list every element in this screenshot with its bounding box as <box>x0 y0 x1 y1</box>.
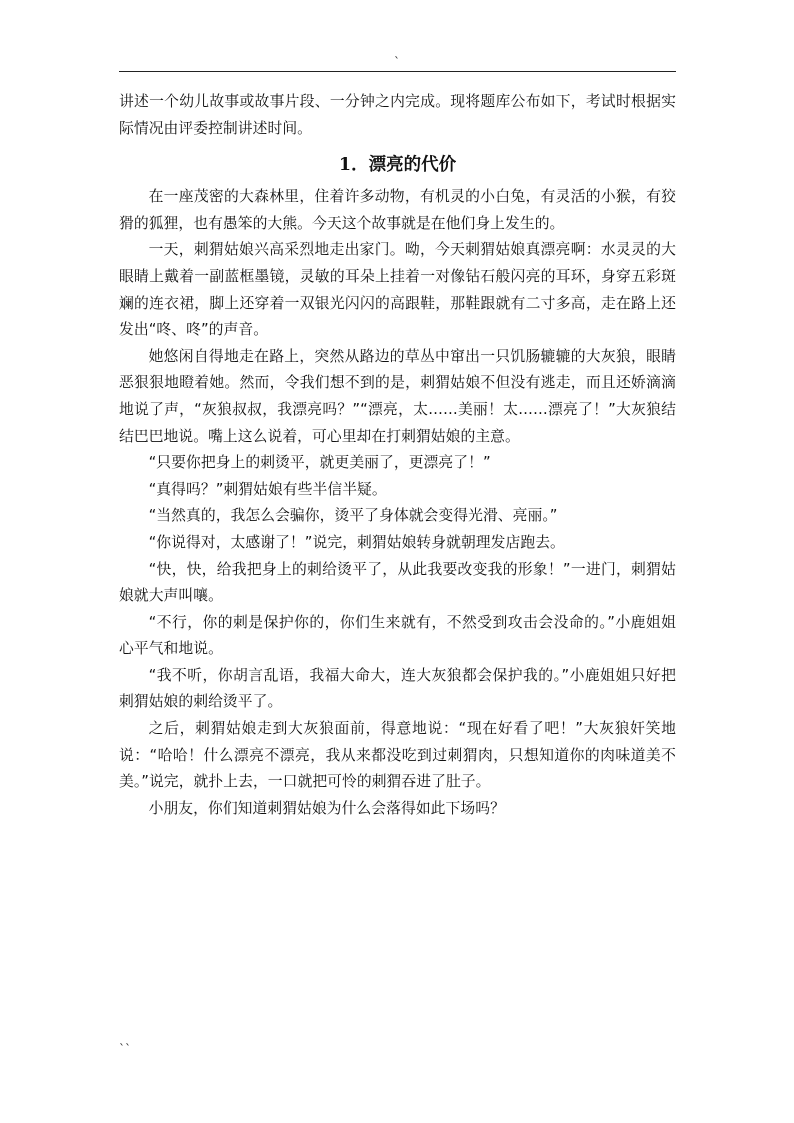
document-body <box>119 89 676 822</box>
story-paragraph: “我不听，你胡言乱语，我福大命大，连大灰狼都会保护我的。”小鹿姐姐只好把刺猬姑娘的刺给烫平了。 <box>119 666 676 711</box>
story-paragraph: 之后，刺猬姑娘走到大灰狼面前，得意地说：“现在好看了吧！”大灰狼奸笑地说：“哈哈！什么漂亮不漂亮，我从来都没吃到过刺猬肉，只想知道你的肉味道美不美。”说完，就扑上去，一口就把可怜的刺猬吞进了肚子。 <box>119 720 676 791</box>
story-paragraph: “只要你把身上的刺烫平，就更美丽了，更漂亮了！” <box>148 454 491 472</box>
story-paragraph: 在一座茂密的大森林里，住着许多动物，有机灵的小白兔，有灵活的小猴，有狡猾的狐狸，也有愚笨的大熊。今天这个故事就是在他们身上发生的。 <box>119 188 676 232</box>
story-paragraph: 小朋友，你们知道刺猬姑娘为什么会落得如此下场吗？ <box>148 799 505 817</box>
footer-mark: `` <box>119 1042 131 1056</box>
intro-paragraph: 讲述一个幼儿故事或故事片段、一分钟之内完成。现将题库公布如下，考试时根据实际情况由评委控制讲述时间。 <box>119 93 676 137</box>
story-paragraph: “你说得对，太感谢了！”说完，刺猬姑娘转身就朝理发店跑去。 <box>148 533 565 551</box>
story-paragraph: 一天，刺猬姑娘兴高采烈地走出家门。呦，今天刺猬姑娘真漂亮啊：水灵灵的大眼睛上戴着一副蓝框墨镜，灵敏的耳朵上挂着一对像钻石般闪亮的耳环，身穿五彩斑斓的连衣裙，脚上还穿着一双银光闪闪的高跟鞋，那鞋跟就有二寸多高，走在路上还发出“咚、咚”的声音。 <box>119 241 676 339</box>
header-rule <box>119 71 676 72</box>
story-paragraph: “当然真的，我怎么会骗你，烫平了身体就会变得光滑、亮丽。” <box>148 507 558 525</box>
header-mark: ` <box>394 55 400 69</box>
story-paragraph: 她悠闲自得地走在路上，突然从路边的草丛中窜出一只饥肠辘辘的大灰狼，眼睛恶狠狠地瞪着她。然而，令我们想不到的是，刺猬姑娘不但没有逃走，而且还娇滴滴地说了声，“灰狼叔叔，我漂亮吗？”“漂亮，太……美丽！太……漂亮了！”大灰狼结结巴巴地说。嘴上这么说着，可心里却在打刺猬姑娘的主意。 <box>119 347 676 445</box>
story-title: 1．漂亮的代价 <box>338 155 457 176</box>
story-paragraph: “不行，你的刺是保护你的，你们生来就有，不然受到攻击会没命的。”小鹿姐姐心平气和地说。 <box>119 613 676 658</box>
story-paragraph: “真得吗？”刺猬姑娘有些半信半疑。 <box>148 480 387 498</box>
story-paragraph: “快，快，给我把身上的刺给烫平了，从此我要改变我的形象！”一进门，刺猬姑娘就大声叫嚷。 <box>119 560 676 605</box>
